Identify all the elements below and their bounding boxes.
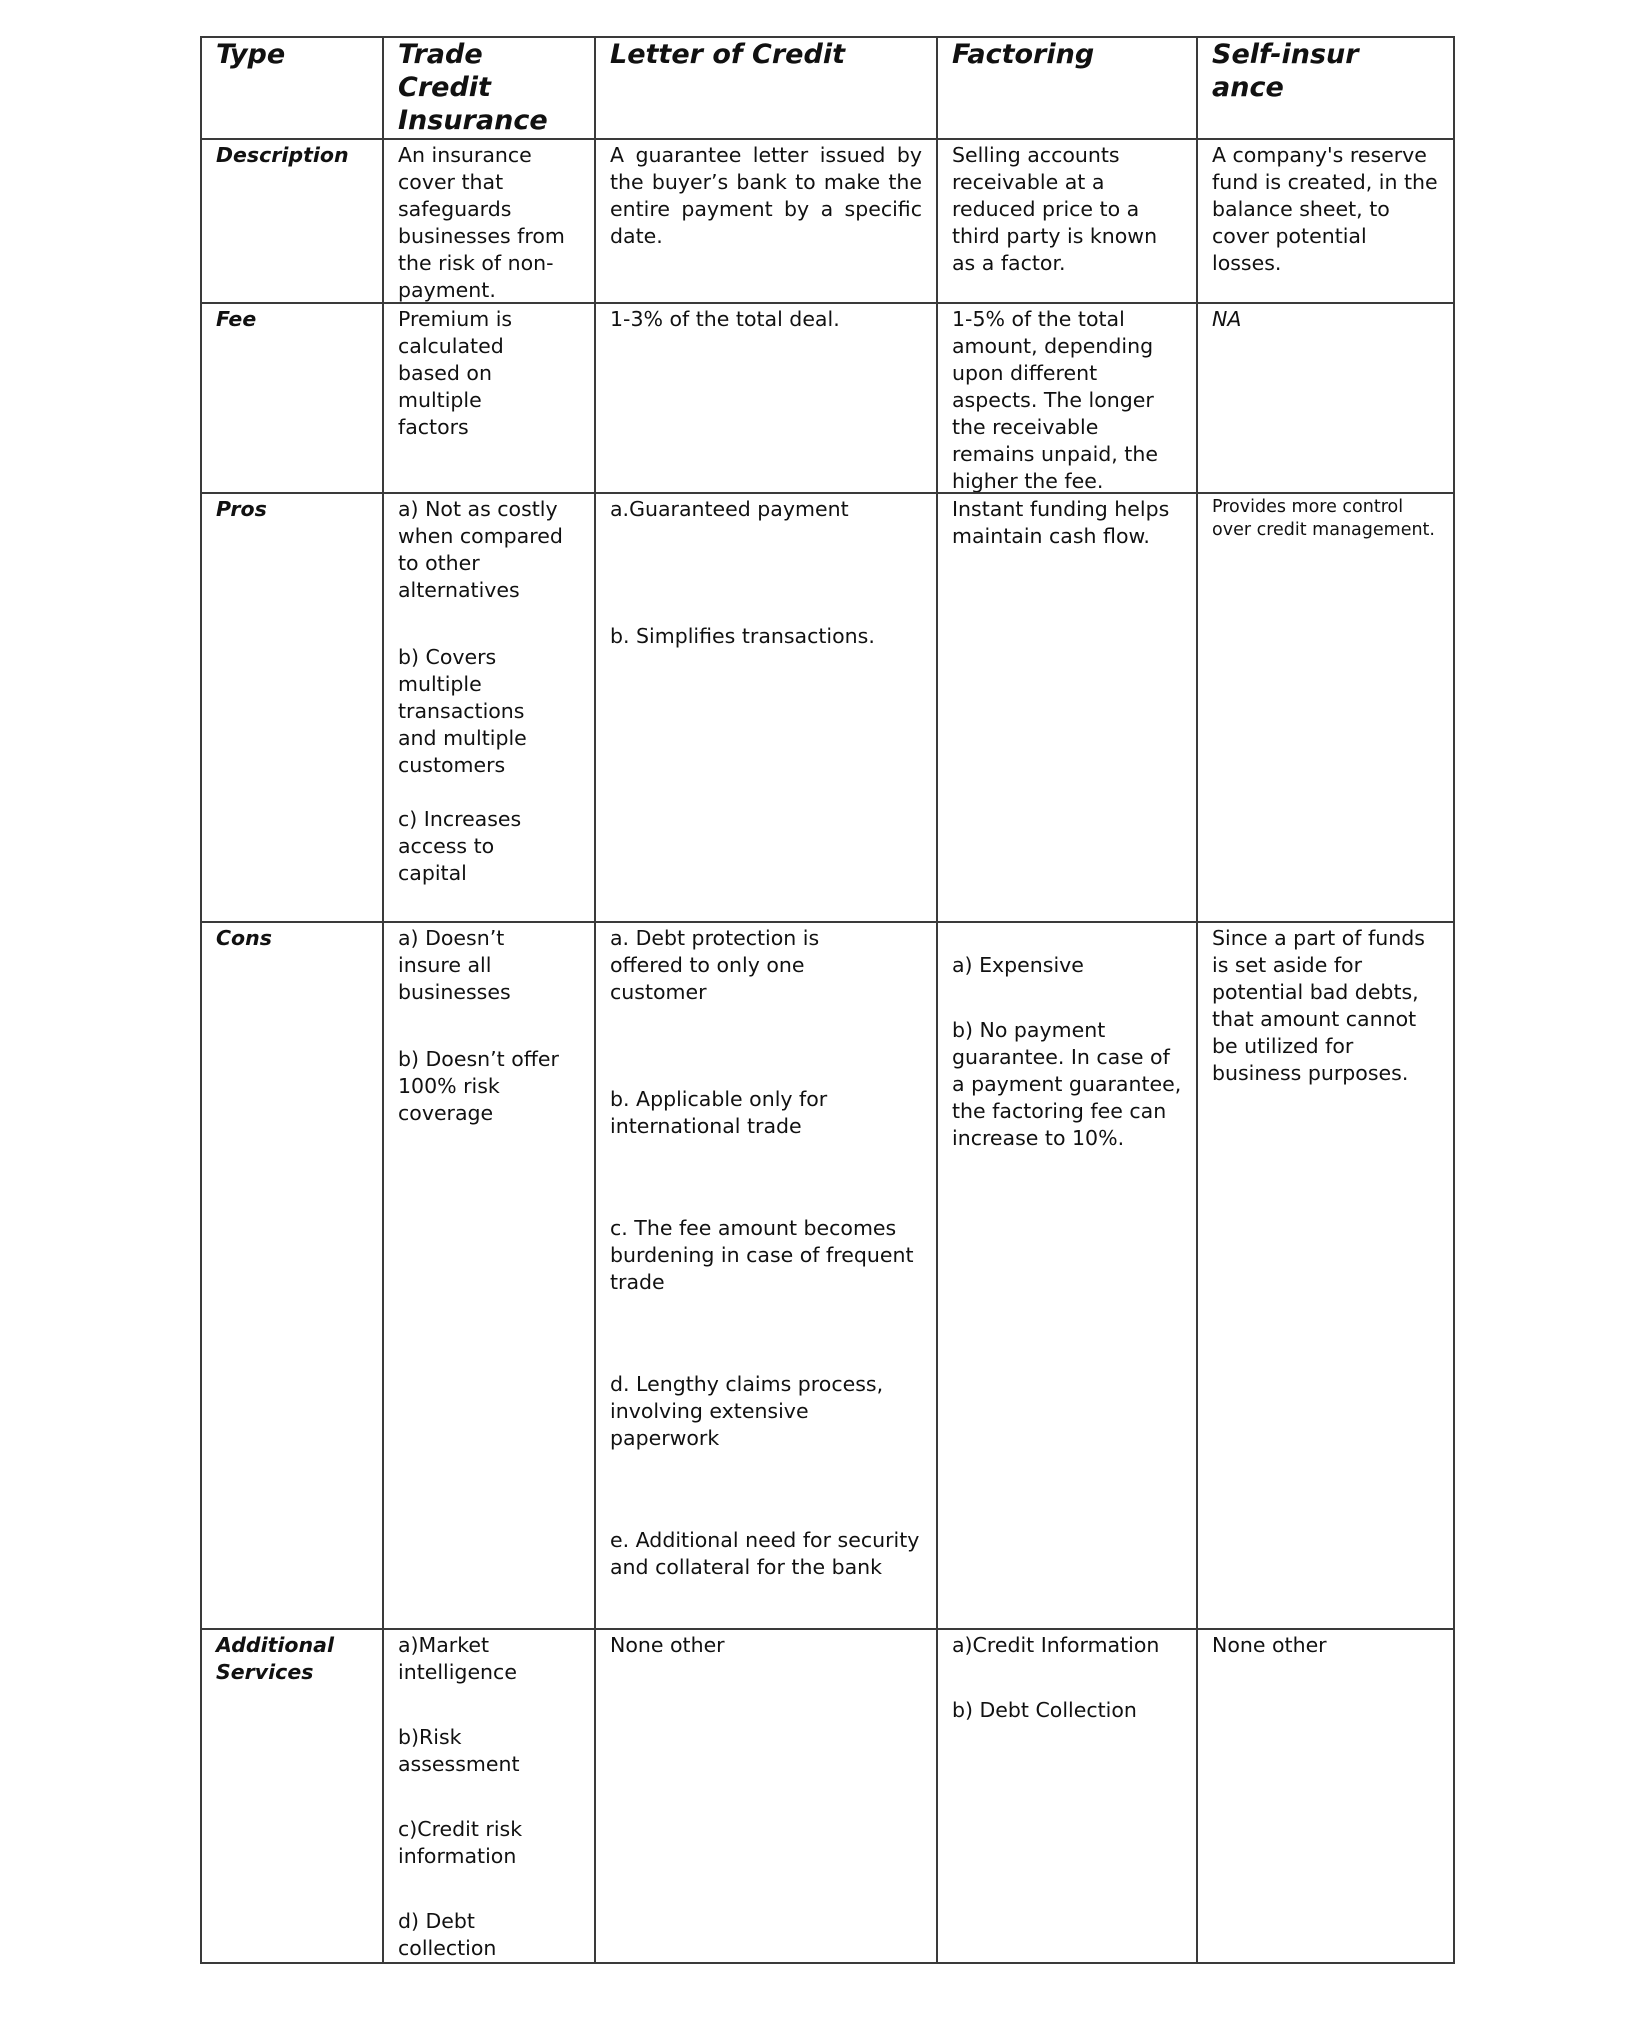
cell-pros-trade-credit bbox=[382, 492, 594, 921]
cell-cons-letter-of-credit bbox=[594, 921, 936, 1628]
cell-cons-trade-credit bbox=[382, 921, 594, 1628]
cell-text: NA bbox=[1212, 307, 1242, 331]
header-self-insurance bbox=[1196, 36, 1453, 138]
cell-cons-factoring bbox=[936, 921, 1196, 1628]
row-label-description: Description bbox=[216, 143, 349, 167]
cell-text: 1-3% of the total deal. bbox=[610, 307, 840, 331]
list-item: d) Debt collection bbox=[398, 1909, 497, 1960]
cell-services-factoring bbox=[936, 1628, 1196, 1962]
header-letter-of-credit: Letter of Credit bbox=[610, 39, 845, 70]
cell-text: 1-5% of the total amount, depending upon different aspects. The longer the receivable remains unpaid, the higher the fee. bbox=[952, 307, 1158, 492]
comparison-table bbox=[200, 36, 1453, 1962]
cell-pros-self-insurance bbox=[1196, 492, 1453, 921]
list-item: b) No payment guarantee. In case of a payment guarantee, the factoring fee can increase to 10%. bbox=[952, 1018, 1182, 1150]
cell-description-factoring bbox=[936, 138, 1196, 302]
list-item: a)Market intelligence bbox=[398, 1633, 517, 1684]
list-item: a)Credit Information bbox=[952, 1633, 1160, 1657]
cell-fee-factoring bbox=[936, 302, 1196, 492]
cell-text: An insurance cover that safeguards businesses from the risk of non-payment. bbox=[398, 143, 565, 302]
list-item: c) Increases access to capital bbox=[398, 807, 522, 885]
cell-services-trade-credit bbox=[382, 1628, 594, 1962]
row-label-pros: Pros bbox=[216, 497, 267, 521]
list-item: b) Covers multiple transactions and multiple customers bbox=[398, 645, 527, 777]
cell-pros-letter-of-credit bbox=[594, 492, 936, 921]
row-label-additional-services-text: Additional Services bbox=[216, 1633, 334, 1684]
cell-fee-self-insurance bbox=[1196, 302, 1453, 492]
row-label-cons: Cons bbox=[216, 926, 272, 950]
cell-text: None other bbox=[1212, 1633, 1327, 1657]
cell-services-letter-of-credit bbox=[594, 1628, 936, 1962]
cell-cons-self-insurance bbox=[1196, 921, 1453, 1628]
list-item: d. Lengthy claims process, involving extensive paperwork bbox=[610, 1372, 884, 1450]
list-item: a) Expensive bbox=[952, 953, 1084, 977]
header-trade-credit-insurance bbox=[382, 36, 594, 138]
cell-text: A guarantee letter issued by the buyer’s bank to make the entire payment by a specific date. bbox=[610, 143, 922, 248]
cell-description-trade-credit bbox=[382, 138, 594, 302]
list-item: e. Additional need for security and collateral for the bank bbox=[610, 1528, 920, 1579]
row-label-fee: Fee bbox=[216, 307, 257, 331]
cell-text: Selling accounts receivable at a reduced price to a third party is known as a factor. bbox=[952, 143, 1158, 275]
header-trade-credit-insurance-label: Trade Credit Insurance bbox=[398, 39, 548, 136]
list-item: a.Guaranteed payment bbox=[610, 497, 849, 521]
header-self-insurance-label: Self-insurance bbox=[1212, 39, 1359, 103]
table-border-right bbox=[1453, 36, 1455, 1964]
cell-text: None other bbox=[610, 1633, 725, 1657]
cell-services-self-insurance bbox=[1196, 1628, 1453, 1962]
list-item: b) Doesn’t offer 100% risk coverage bbox=[398, 1047, 559, 1125]
list-item: b. Simplifies transactions. bbox=[610, 624, 875, 648]
cell-description-letter-of-credit bbox=[594, 138, 936, 302]
cell-fee-trade-credit bbox=[382, 302, 594, 492]
cell-text: Since a part of funds is set aside for potential bad debts, that amount cannot be utilized for business purposes. bbox=[1212, 926, 1425, 1085]
cell-fee-letter-of-credit bbox=[594, 302, 936, 492]
table-border-bottom bbox=[200, 1962, 1455, 1964]
list-item: c)Credit risk information bbox=[398, 1817, 523, 1868]
list-item: a) Not as costly when compared to other alternatives bbox=[398, 497, 563, 602]
list-item: b) Debt Collection bbox=[952, 1698, 1137, 1722]
list-item: b. Applicable only for international trade bbox=[610, 1087, 828, 1138]
row-label-additional-services bbox=[200, 1628, 382, 1962]
list-item: c. The fee amount becomes burdening in case of frequent trade bbox=[610, 1216, 914, 1294]
cell-pros-factoring bbox=[936, 492, 1196, 921]
cell-text: Premium is calculated based on multiple factors bbox=[398, 307, 513, 439]
list-item: a) Doesn’t insure all businesses bbox=[398, 926, 511, 1004]
cell-text: Provides more control over credit management. bbox=[1212, 497, 1435, 540]
cell-text: Instant funding helps maintain cash flow. bbox=[952, 497, 1170, 548]
cell-text: A company's reserve fund is created, in the balance sheet, to cover potential losses. bbox=[1212, 143, 1438, 275]
list-item: b)Risk assessment bbox=[398, 1725, 520, 1776]
list-item: a. Debt protection is offered to only one customer bbox=[610, 926, 820, 1004]
cell-description-self-insurance bbox=[1196, 138, 1453, 302]
header-type: Type bbox=[216, 39, 286, 70]
header-factoring: Factoring bbox=[952, 39, 1095, 70]
